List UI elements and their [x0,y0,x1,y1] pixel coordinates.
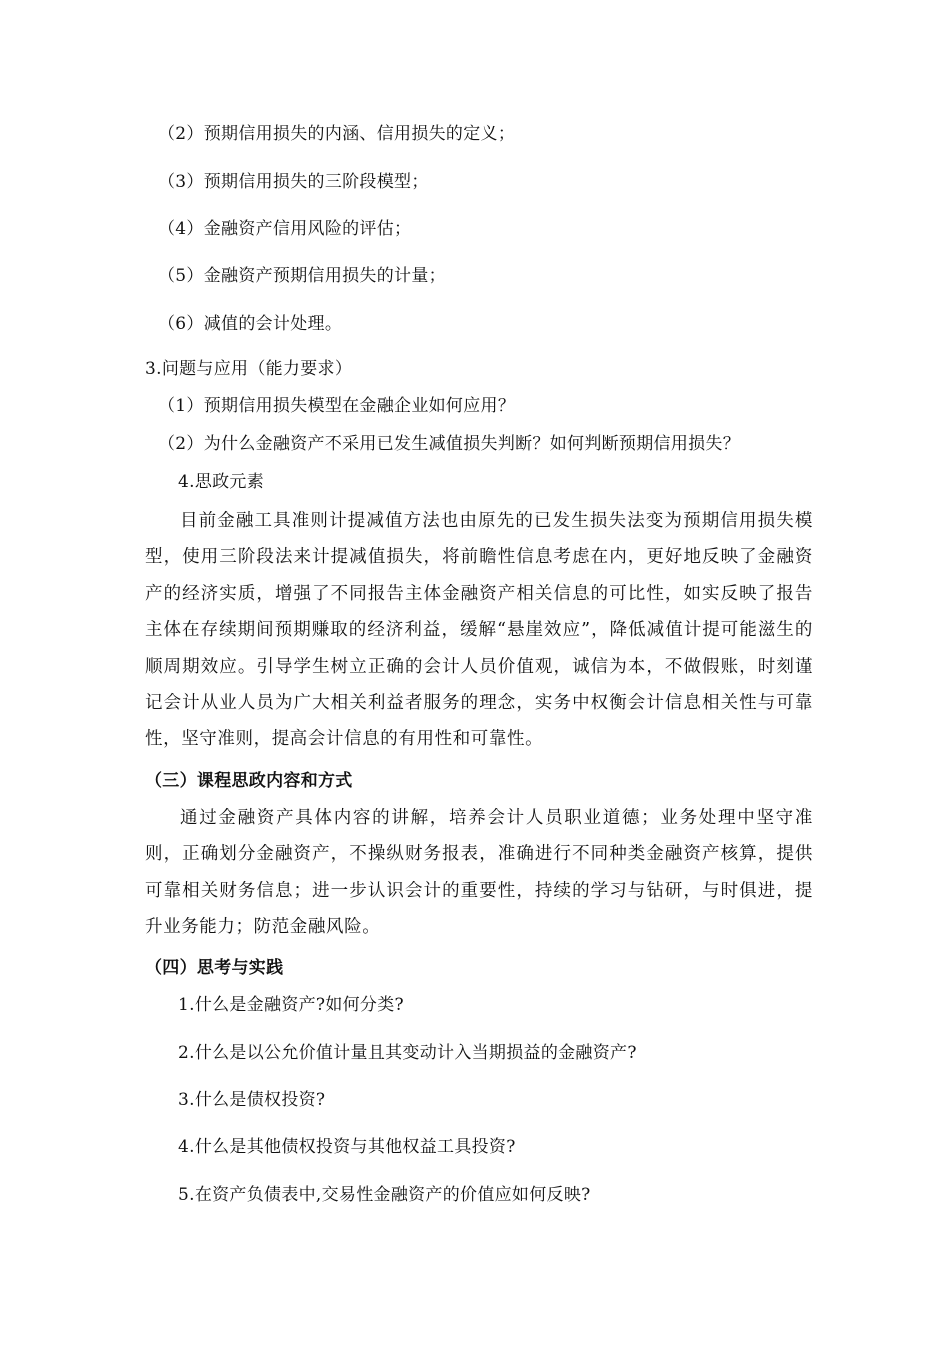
list-item: （5）金融资产预期信用损失的计量； [158,266,446,286]
question-item: 3.什么是债权投资? [178,1090,326,1110]
list-item: （1）预期信用损失模型在金融企业如何应用？ [158,396,516,416]
ideology-paragraph: 目前金融工具准则计提减值方法也由原先的已发生损失法变为预期信用损失模型，使用三阶段法来计提减值损失，将前瞻性信息考虑在内，更好地反映了金融资产的经济实质，增强了不同报告主体金融资产相关信息的可比性，如实反映了报告主体在存续期间预期赚取的经济利益，缓解“悬崖效应”，降低减值计提可能滋生的顺周期效应。引导学生树立正确的会计人员价值观，诚信为本，不做假账，时刻谨记会计从业人员为广大相关利益者服务的理念，实务中权衡会计信息相关性与可靠性，坚守准则，提高会计信息的有用性和可靠性。 [145,511,813,750]
section-3-title: 3.问题与应用（能力要求） [145,359,353,379]
question-item: 1.什么是金融资产?如何分类? [178,995,404,1015]
list-item: （2）预期信用损失的内涵、信用损失的定义； [158,124,516,144]
list-item: （4）金融资产信用风险的评估； [158,219,412,239]
question-item: 5.在资产负债表中,交易性金融资产的价值应如何反映? [178,1185,591,1205]
course-ideology-paragraph: 通过金融资产具体内容的讲解，培养会计人员职业道德；业务处理中坚守准则，正确划分金融资产，不操纵财务报表，准确进行不同种类金融资产核算，提供可靠相关财务信息；进一步认识会计的重要性，持续的学习与钻研，与时俱进，提升业务能力；防范金融风险。 [145,808,813,938]
section-heading-three: （三）课程思政内容和方式 [145,771,353,791]
question-item: 4.什么是其他债权投资与其他权益工具投资? [178,1137,516,1157]
list-item: （6）减值的会计处理。 [158,314,343,334]
list-item: （2）为什么金融资产不采用已发生减值损失判断？如何判断预期信用损失？ [158,434,741,454]
list-item: （3）预期信用损失的三阶段模型； [158,172,429,192]
question-item: 2.什么是以公允价值计量且其变动计入当期损益的金融资产? [178,1043,637,1063]
section-4-title: 4.思政元素 [178,472,265,492]
section-heading-four: （四）思考与实践 [145,958,284,978]
